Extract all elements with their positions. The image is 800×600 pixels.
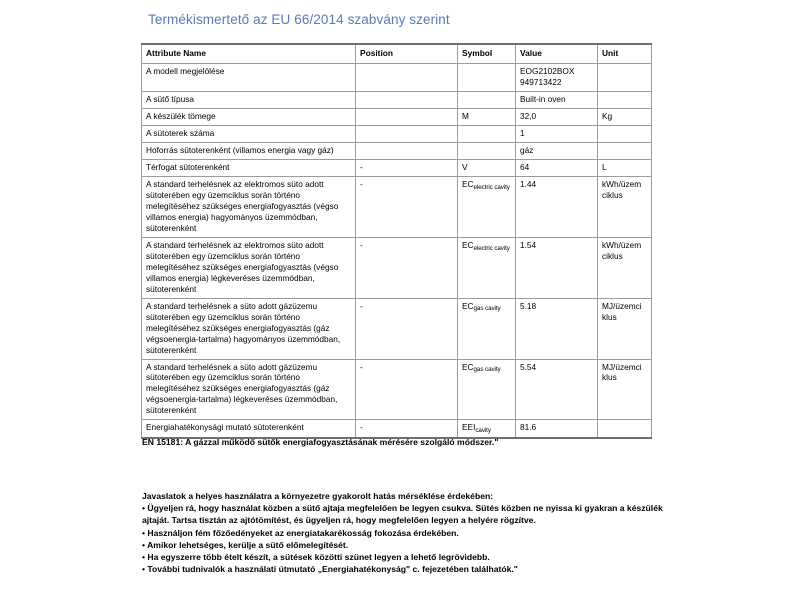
cell-value: gáz [516,143,598,160]
cell-position: - [356,177,458,238]
table-row [142,420,652,438]
cell-symbol [458,126,516,143]
standard-note: EN 15181: A gázzal működő sütők energiafogyasztásának mérésére szolgáló módszer." [142,437,499,447]
table-header-row [142,44,652,64]
recommendations-heading: Javaslatok a helyes használatra a környezetre gyakorolt hatás mérséklése érdekében: [142,491,494,501]
symbol-subscript: electric cavity [473,244,510,252]
cell-attribute-name: A standard terhelésnek az elektromos süto adott sütoterében egy üzemciklus során történo melegítéséhez szükséges energiafogyasztás (végso villamos energia) hagyományos üzemmódban, sütoterenként [142,177,356,238]
cell-attribute-name: Energiahatékonysági mutató sütoterenként [142,420,356,438]
cell-symbol [458,108,516,125]
cell-attribute-name: A sütő típusa [142,91,356,108]
table-row [142,238,652,299]
cell-position [356,143,458,160]
recommendation-text: Ügyeljen rá, hogy használat közben a sütő ajtaja megfelelően be legyen csukva. Sütés közben ne nyissa ki gyakran a készülék ajtaját. Tartsa tisztán az ajtótömítést, és ügyeljen rá, hogy megfelelően legyen a helyére rögzítve. [142,503,663,526]
recommendation-item [142,539,670,551]
product-specification-table [141,43,652,439]
bullet-icon: • [142,539,146,550]
symbol-base: V [462,162,468,173]
bullet-icon: • [142,552,146,563]
recommendation-text: Ha egyszerre több ételt készít, a sütések közötti szünet legyen a lehető legrövidebb. [147,552,490,563]
cell-value: 5.54 [516,359,598,420]
cell-symbol [458,359,516,420]
bullet-icon: • [142,527,146,538]
cell-attribute-name: Térfogat sütoterenként [142,160,356,177]
recommendation-item [142,527,670,539]
symbol-subscript: gas cavity [473,305,501,313]
column-header-unit: Unit [598,44,652,64]
symbol-base: EC [462,179,474,190]
cell-attribute-name: A standard terhelésnek a süto adott gázüzemu sütoterében egy üzemciklus során történo melegítéséhez szükséges energiafogyasztás (gáz végsoenergia-tartalma) hagyományos üzemmódban, sütoterenként [142,298,356,359]
cell-unit: kWh/üzem ciklus [598,238,652,299]
cell-position [356,108,458,125]
symbol-base: EC [462,240,474,251]
bullet-icon: • [142,503,146,514]
cell-symbol [458,238,516,299]
cell-position: - [356,298,458,359]
cell-value: 81.6 [516,420,598,438]
cell-unit: kWh/üzem ciklus [598,177,652,238]
cell-unit [598,64,652,92]
column-header-attribute-name: Attribute Name [142,44,356,64]
cell-unit: L [598,160,652,177]
recommendation-text: Használjon fém főzőedényeket az energiatakarékosság fokozása érdekében. [147,527,459,538]
cell-attribute-name: A készülék tömege [142,108,356,125]
table-row [142,143,652,160]
recommendation-item [142,551,670,563]
symbol-subscript: cavity [475,426,491,434]
cell-position: - [356,359,458,420]
cell-unit: MJ/üzemci klus [598,298,652,359]
cell-symbol [458,298,516,359]
cell-position: - [356,238,458,299]
table-row [142,160,652,177]
cell-value: Built-in oven [516,91,598,108]
cell-symbol [458,160,516,177]
table-row [142,298,652,359]
cell-attribute-name: A sütoterek száma [142,126,356,143]
cell-position: - [356,420,458,438]
table-header [142,44,652,64]
cell-unit [598,91,652,108]
table-row [142,108,652,125]
cell-unit [598,126,652,143]
cell-attribute-name: Hoforrás sütoterenként (villamos energia vagy gáz) [142,143,356,160]
symbol-base: M [462,110,469,121]
recommendation-text: További tudnivalók a használati útmutató „Energiahatékonyság" c. fejezetében találhatók." [147,564,518,575]
table-row [142,91,652,108]
cell-unit: MJ/üzemci klus [598,359,652,420]
cell-value: 32,0 [516,108,598,125]
cell-position [356,64,458,92]
column-header-position: Position [356,44,458,64]
cell-symbol [458,177,516,238]
bullet-icon: • [142,564,146,575]
cell-attribute-name: A standard terhelésnek a süto adott gázüzemu sütoterében egy üzemciklus során történo melegítéséhez szükséges energiafogyasztás (gáz végsoenergia-tartalma) légkeveréses üzemmódban, sütoterenként [142,359,356,420]
table-row [142,126,652,143]
cell-symbol [458,143,516,160]
cell-value: 1.44 [516,177,598,238]
cell-value: 1 [516,126,598,143]
column-header-value: Value [516,44,598,64]
column-header-symbol: Symbol [458,44,516,64]
cell-attribute-name: A standard terhelésnek az elektromos süto adott sütoterében egy üzemciklus során történo melegítéséhez szükséges energiafogyasztás (végso villamos energia) légkeveréses üzemmódban, sütoterenként [142,238,356,299]
cell-value: EOG2102BOX 949713422 [516,64,598,92]
symbol-base: EEI [462,422,476,433]
cell-symbol [458,420,516,438]
table-row [142,177,652,238]
recommendations-list [142,502,670,575]
recommendation-item [142,563,670,575]
cell-value: 64 [516,160,598,177]
cell-position [356,126,458,143]
cell-symbol [458,91,516,108]
table-body [142,64,652,438]
page-title: Termékismertető az EU 66/2014 szabvány szerint [148,12,450,27]
symbol-base: EC [462,300,474,311]
cell-position: - [356,160,458,177]
cell-unit [598,143,652,160]
cell-unit: Kg [598,108,652,125]
recommendations-block [142,490,670,575]
cell-attribute-name: A modell megjelölése [142,64,356,92]
cell-value: 1.54 [516,238,598,299]
table-row [142,359,652,420]
table-row [142,64,652,92]
cell-unit [598,420,652,438]
cell-value: 5.18 [516,298,598,359]
recommendation-item [142,502,670,526]
symbol-subscript: gas cavity [473,366,501,373]
cell-symbol [458,64,516,92]
recommendation-text: Amikor lehetséges, kerülje a sütő előmelegítését. [147,539,349,550]
cell-position [356,91,458,108]
symbol-base: EC [462,361,474,372]
symbol-subscript: electric cavity [473,183,510,191]
